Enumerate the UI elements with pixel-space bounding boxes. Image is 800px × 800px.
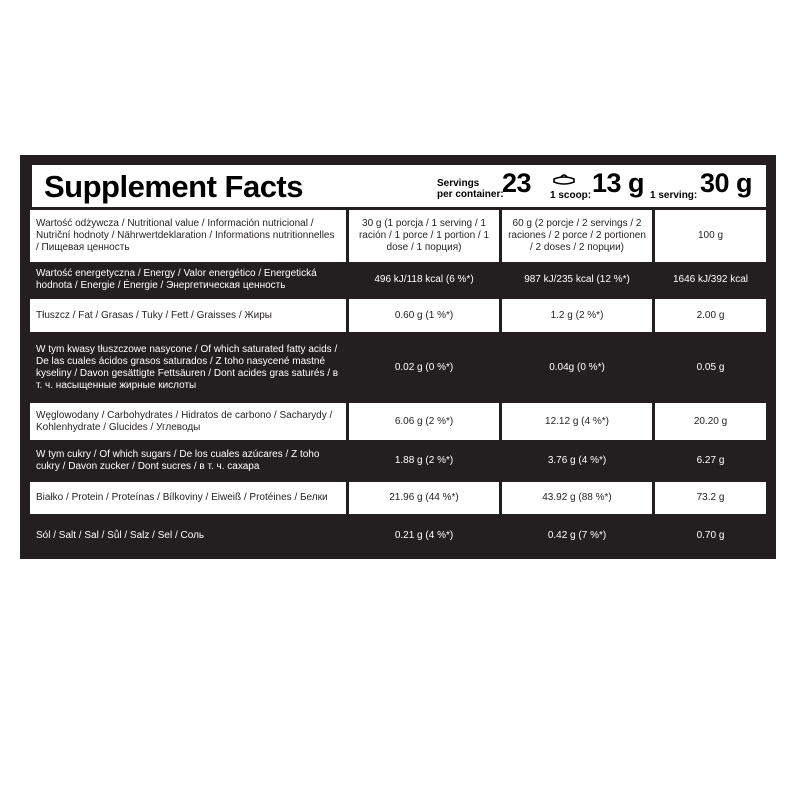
table-cell-per-serving <box>349 299 499 332</box>
scoop-value: 13 g <box>592 168 645 198</box>
table-cell-per-serving <box>349 210 499 262</box>
cell-text: 0.42 g (7 %*) <box>547 530 607 541</box>
table-row-label <box>30 299 346 332</box>
servings-value: 23 <box>502 168 532 198</box>
serving-label: 1 serving: <box>650 190 698 201</box>
cell-text: 0.60 g (1 %*) <box>394 309 454 321</box>
row-label-text: Tłuszcz / Fat / Grasas / Tuky / Fett / Graisses / Жиры <box>36 309 272 321</box>
table-cell-per-two <box>502 334 652 401</box>
table-cell-per-100 <box>655 403 766 440</box>
cell-text: 1.88 g (2 %*) <box>394 455 454 466</box>
cell-text: 21.96 g (44 %*) <box>389 492 459 503</box>
servings-label-line2: per container: <box>437 189 504 200</box>
row-label-text: Sól / Salt / Sal / Sůl / Salz / Sel / Соль <box>36 530 205 541</box>
cell-text: 987 kJ/235 kcal (12 %*) <box>524 274 630 285</box>
row-label-text: Węglowodany / Carbohydrates / Hidratos de carbono / Sacharydy / Kohlenhydrate / Glucides / Углеводы <box>36 409 333 433</box>
table-cell-per-two <box>502 442 652 480</box>
row-label-text: Wartość odżywcza / Nutritional value / Información nutricional / Nutriční hodnoty / Nährwertdeklaration / Informations nutritionnelles / Пищевая ценность <box>36 218 335 253</box>
table-row-label <box>30 516 346 556</box>
table-cell-per-two <box>502 264 652 296</box>
scoop-icon <box>551 172 577 188</box>
servings-label-line1: Servings <box>437 178 480 189</box>
table-row-label <box>30 482 346 514</box>
cell-text: 6.27 g <box>696 455 725 466</box>
table-row-label <box>30 264 346 296</box>
table-cell-per-serving <box>349 482 499 514</box>
cell-text: 2.00 g <box>696 309 725 321</box>
table-row-label <box>30 403 346 440</box>
cell-text: 3.76 g (4 %*) <box>547 455 607 466</box>
table-cell-per-100 <box>655 482 766 514</box>
table-cell-per-serving <box>349 403 499 440</box>
cell-text: 30 g (1 porcja / 1 serving / 1 ración / 1 porce / 1 portion / 1 dose / 1 порция) <box>358 218 490 253</box>
cell-text: 0.05 g <box>696 361 725 373</box>
table-cell-per-serving <box>349 442 499 480</box>
table-cell-per-two <box>502 299 652 332</box>
table-cell-per-two <box>502 482 652 514</box>
table-cell-per-serving <box>349 264 499 296</box>
table-cell-per-two <box>502 403 652 440</box>
cell-text: 6.06 g (2 %*) <box>394 415 454 427</box>
table-cell-per-two <box>502 516 652 556</box>
cell-text: 1.2 g (2 %*) <box>550 309 604 321</box>
cell-text: 12.12 g (4 %*) <box>545 415 609 427</box>
servings-per-container-label <box>437 178 504 200</box>
row-label-text: Wartość energetyczna / Energy / Valor energético / Energetická hodnota / Energie / Énergie / Энергетическая ценность <box>36 268 317 291</box>
cell-text: 496 kJ/118 kcal (6 %*) <box>374 274 474 285</box>
cell-text: 0.70 g <box>696 530 725 541</box>
cell-text: 0.04g (0 %*) <box>549 361 605 373</box>
cell-text: 60 g (2 porcje / 2 servings / 2 raciones / 2 porce / 2 portionen / 2 doses / 2 порции) <box>508 218 646 253</box>
table-cell-per-100 <box>655 516 766 556</box>
table-row-label <box>30 442 346 480</box>
row-label-text: Białko / Protein / Proteínas / Bílkoviny / Eiweiß / Protéines / Белки <box>36 492 328 503</box>
cell-text: 43.92 g (88 %*) <box>542 492 612 503</box>
table-cell-per-100 <box>655 442 766 480</box>
table-cell-per-100 <box>655 210 766 262</box>
cell-text: 0.02 g (0 %*) <box>394 361 454 373</box>
scoop-label: 1 scoop: <box>550 190 592 201</box>
table-cell-per-100 <box>655 299 766 332</box>
table-cell-per-serving <box>349 516 499 556</box>
table-cell-per-serving <box>349 334 499 401</box>
table-row-label <box>30 334 346 401</box>
table-cell-per-two <box>502 210 652 262</box>
row-label-text: W tym cukry / Of which sugars / De los cuales azúcares / Z toho cukry / Davon zucker / Dont sucres / в т. ч. сахара <box>36 449 320 472</box>
page-title: Supplement Facts <box>44 169 303 204</box>
serving-value: 30 g <box>700 168 753 198</box>
facts-header <box>32 165 766 207</box>
row-label-text: W tym kwasy tłuszczowe nasycone / Of which saturated fatty acids / De las cuales ácidos grasos saturados / Z toho nasycené mastné kyseliny / Davon gesättigte Fettsäuren / Dont acides gras saturés / в т. ч. насыщенные жирные кислоты <box>36 343 339 391</box>
table-cell-per-100 <box>655 264 766 296</box>
cell-text: 100 g <box>697 230 724 241</box>
cell-text: 0.21 g (4 %*) <box>394 530 454 541</box>
cell-text: 20.20 g <box>693 415 728 427</box>
table-row-label <box>30 210 346 262</box>
table-cell-per-100 <box>655 334 766 401</box>
cell-text: 1646 kJ/392 kcal <box>672 274 749 285</box>
cell-text: 73.2 g <box>696 492 725 503</box>
